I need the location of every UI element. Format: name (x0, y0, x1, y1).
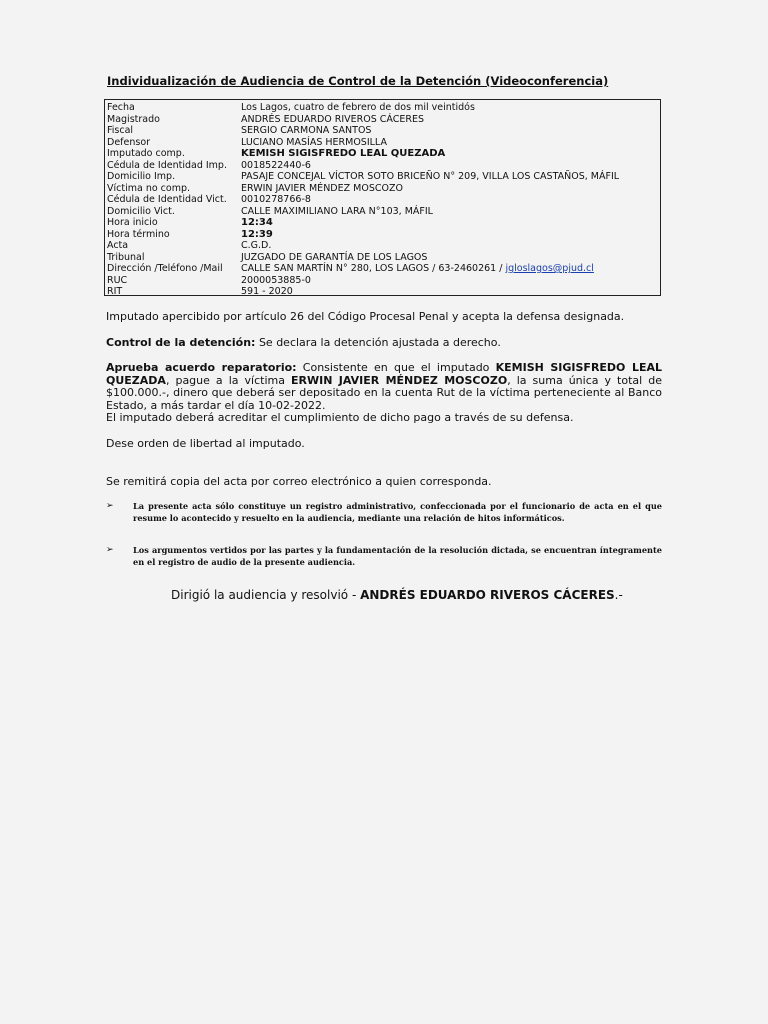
row-imputado (107, 148, 660, 160)
signature-name: ANDRÉS EDUARDO RIVEROS CÁCERES (360, 588, 615, 602)
aprueba-imputado: KEMISH SIGISFREDO LEAL QUEZADA (106, 361, 662, 387)
row-domicilio-imp (107, 171, 660, 183)
value-domicilio-imp: PASAJE CONCEJAL VÍCTOR SOTO BRICEÑO N° 209, VILLA LOS CASTAÑOS, MÁFIL (241, 171, 620, 182)
value-fiscal: SERGIO CARMONA SANTOS (241, 125, 372, 136)
email-link[interactable]: jgloslagos@pjud.cl (505, 263, 594, 274)
signature-prefix: Dirigió la audiencia y resolvió - (171, 588, 361, 602)
label-magistrado: Magistrado (107, 113, 160, 125)
bullet-registro-audio (106, 545, 662, 568)
value-acta: C.G.D. (241, 240, 272, 251)
value-hora-inicio: 12:34 (241, 217, 273, 228)
signature-suffix: .- (614, 588, 623, 602)
value-defensor: LUCIANO MASÍAS HERMOSILLA (241, 136, 387, 148)
row-cedula-imp (107, 160, 660, 172)
value-imputado: KEMISH SIGISFREDO LEAL QUEZADA (241, 148, 446, 159)
row-hora-inicio (107, 217, 660, 229)
row-hora-termino (107, 229, 660, 241)
arrow-bullet-icon: ➢ (106, 501, 114, 511)
aprueba-text-1: Consistente en que el imputado (296, 361, 496, 374)
label-fecha: Fecha (107, 102, 135, 113)
label-tribunal: Tribunal (107, 251, 145, 263)
row-domicilio-vict (107, 206, 660, 218)
value-direccion (241, 263, 660, 275)
row-rit (107, 286, 660, 298)
row-tribunal (107, 252, 660, 264)
signature-line (171, 588, 623, 602)
value-rit: 591 - 2020 (241, 286, 293, 297)
remitira-paragraph: Se remitirá copia del acta por correo electrónico a quien corresponda. (106, 475, 492, 488)
bullet-text-1: La presente acta sólo constituye un registro administrativo, confeccionada por el funcionario de acta en el que resume lo acontecido y resuelto en la audiencia, mediante una relación de hitos informáticos. (133, 501, 662, 523)
label-defensor: Defensor (107, 136, 151, 148)
label-domicilio-vict: Domicilio Vict. (107, 205, 175, 217)
label-fiscal: Fiscal (107, 125, 134, 136)
control-label: Control de la detención: (106, 336, 256, 349)
row-fiscal (107, 125, 660, 137)
label-victima: Víctima no comp. (107, 182, 191, 194)
row-direccion (107, 263, 660, 275)
aprueba-text-2: , pague a la víctima (165, 373, 291, 387)
label-rit: RIT (107, 286, 123, 297)
value-victima: ERWIN JAVIER MÉNDEZ MOSCOZO (241, 182, 403, 194)
address-text: CALLE SAN MARTÍN N° 280, LOS LAGOS / 63-2460261 / (241, 263, 503, 274)
value-magistrado: ANDRÉS EDUARDO RIVEROS CÁCERES (241, 113, 425, 125)
value-cedula-imp: 0018522440-6 (241, 159, 311, 171)
aprueba-text-3: , la suma única y total de $100.000.-, dinero que deberá ser depositado en la cuenta Rut de la víctima perteneciente al Banco Estado, a más tardar el día 10-02-2022. (106, 373, 662, 412)
value-cedula-vict: 0010278766-8 (241, 194, 311, 205)
row-fecha (107, 102, 660, 114)
row-victima (107, 183, 660, 195)
row-acta (107, 240, 660, 252)
bullet-text-2: Los argumentos vertidos por las partes y la fundamentación de la resolución dictada, se encuentran íntegramente en el registro de audio de la presente audiencia. (133, 545, 662, 567)
row-cedula-vict (107, 194, 660, 206)
label-domicilio-imp: Domicilio Imp. (107, 171, 176, 182)
apercibido-paragraph: Imputado apercibido por artículo 26 del Código Procesal Penal y acepta la defensa designada. (106, 310, 625, 323)
value-fecha: Los Lagos, cuatro de febrero de dos mil veintidós (241, 102, 475, 113)
label-cedula-imp: Cédula de Identidad Imp. (107, 159, 227, 171)
value-ruc: 2000053885-0 (241, 274, 311, 286)
label-hora-termino: Hora término (107, 228, 170, 240)
row-defensor (107, 137, 660, 149)
aprueba-text-4: El imputado deberá acreditar el cumplimiento de dicho pago a través de su defensa. (106, 411, 574, 424)
row-ruc (107, 275, 660, 287)
label-ruc: RUC (107, 274, 128, 286)
aprueba-victima: ERWIN JAVIER MÉNDEZ MOSCOZO (290, 373, 508, 387)
control-text: Se declara la detención ajustada a derecho. (255, 336, 501, 349)
label-imputado: Imputado comp. (107, 148, 185, 159)
aprueba-label: Aprueba acuerdo reparatorio: (106, 361, 297, 374)
label-cedula-vict: Cédula de Identidad Vict. (107, 194, 227, 205)
value-tribunal: JUZGADO DE GARANTÍA DE LOS LAGOS (241, 251, 428, 263)
document-title: Individualización de Audiencia de Control de la Detención (Videoconferencia) (107, 74, 609, 88)
value-hora-termino: 12:39 (241, 228, 273, 240)
aprueba-paragraph (106, 362, 662, 425)
label-acta: Acta (107, 240, 129, 251)
control-paragraph (106, 337, 662, 350)
hearing-info-table (104, 99, 661, 296)
libertad-paragraph: Dese orden de libertad al imputado. (106, 437, 305, 450)
row-magistrado (107, 114, 660, 126)
value-domicilio-vict: CALLE MAXIMILIANO LARA N°103, MÁFIL (241, 205, 433, 217)
arrow-bullet-icon: ➢ (106, 545, 114, 555)
label-hora-inicio: Hora inicio (107, 217, 158, 228)
bullet-registro-administrativo (106, 501, 662, 524)
label-direccion: Dirección /Teléfono /Mail (107, 263, 223, 274)
